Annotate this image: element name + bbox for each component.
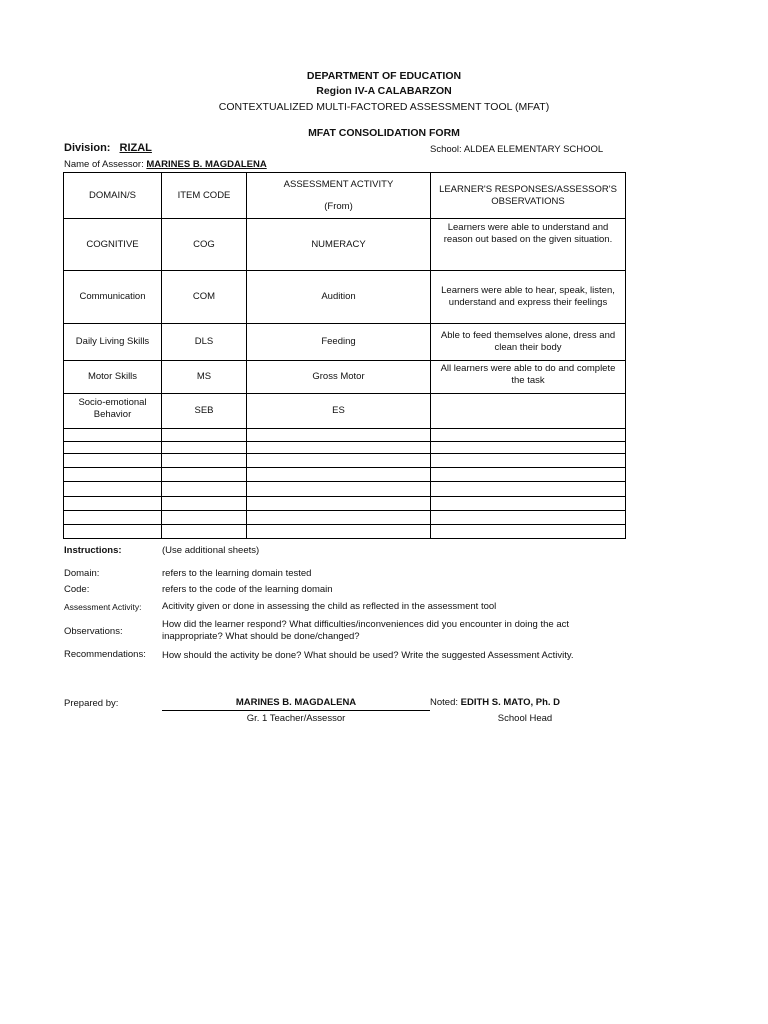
row-code: MS <box>162 361 247 394</box>
header-item-code: ITEM CODE <box>162 173 247 219</box>
assessor-label: Name of Assessor: <box>64 159 144 170</box>
row-activity: ES <box>247 394 431 429</box>
department-title: DEPARTMENT OF EDUCATION <box>306 70 462 82</box>
row-observation: Able to feed themselves alone, dress and clean their body <box>431 324 626 361</box>
table-row <box>64 324 626 361</box>
row-domain: Socio-emotional Behavior <box>64 394 162 429</box>
table-row <box>64 361 626 394</box>
instr-observations-text-2: inappropriate? What should be done/changed? <box>162 631 360 642</box>
form-title: MFAT CONSOLIDATION FORM <box>308 127 460 139</box>
assessor-value: MARINES B. MAGDALENA <box>146 159 267 170</box>
instr-observations-label: Observations: <box>64 626 123 637</box>
division-label: Division: <box>64 142 111 154</box>
division-value: RIZAL <box>119 142 152 154</box>
row-domain: Communication <box>64 271 162 324</box>
row-observation <box>431 394 626 429</box>
assessor-field <box>64 159 267 170</box>
row-code: SEB <box>162 394 247 429</box>
noted-role: School Head <box>497 713 553 724</box>
school-label: School: <box>430 144 462 155</box>
instructions-label: Instructions: <box>64 545 122 556</box>
row-domain: COGNITIVE <box>64 219 162 271</box>
instr-activity-text: Acitivity given or done in assessing the child as reflected in the assessment tool <box>162 601 497 612</box>
empty-row <box>64 454 626 468</box>
table-row <box>64 219 626 271</box>
noted-field <box>430 697 560 708</box>
row-domain: Daily Living Skills <box>64 324 162 361</box>
header-responses: LEARNER'S RESPONSES/ASSESSOR'S OBSERVATIONS <box>431 173 626 219</box>
instr-code-label: Code: <box>64 584 90 595</box>
instr-code-text: refers to the code of the learning domain <box>162 584 333 595</box>
consolidation-table <box>63 172 626 539</box>
row-activity: Gross Motor <box>247 361 431 394</box>
division-field <box>64 142 152 154</box>
instr-observations-text: How did the learner respond? What difficulties/inconveniences did you encounter in doing the act <box>162 619 569 630</box>
instr-recommendations-text: How should the activity be done? What should be used? Write the suggested Assessment Activity. <box>162 650 574 661</box>
noted-label: Noted: <box>430 697 458 708</box>
row-code: DLS <box>162 324 247 361</box>
row-code: COM <box>162 271 247 324</box>
row-code: COG <box>162 219 247 271</box>
row-domain: Motor Skills <box>64 361 162 394</box>
tool-title: CONTEXTUALIZED MULTI-FACTORED ASSESSMENT TOOL (MFAT) <box>218 101 550 113</box>
row-activity: Audition <box>247 271 431 324</box>
region-title: Region IV-A CALABARZON <box>316 85 452 97</box>
signature-line <box>162 710 430 711</box>
instr-domain-text: refers to the learning domain tested <box>162 568 312 579</box>
table-row <box>64 394 626 429</box>
header-domain: DOMAIN/S <box>64 173 162 219</box>
preparer-name: MARINES B. MAGDALENA <box>235 697 357 708</box>
empty-row <box>64 468 626 482</box>
preparer-role: Gr. 1 Teacher/Assessor <box>246 713 346 724</box>
row-activity: NUMERACY <box>247 219 431 271</box>
header-activity <box>247 173 431 219</box>
empty-row <box>64 511 626 525</box>
empty-row <box>64 482 626 497</box>
empty-row <box>64 525 626 539</box>
row-observation: Learners were able to hear, speak, listen, understand and express their feelings <box>431 271 626 324</box>
table-row <box>64 271 626 324</box>
school-value: ALDEA ELEMENTARY SCHOOL <box>463 144 604 155</box>
row-activity: Feeding <box>247 324 431 361</box>
instr-activity-label: Assessment Activity: <box>64 602 142 612</box>
instructions-note: (Use additional sheets) <box>162 545 260 556</box>
instr-domain-label: Domain: <box>64 568 100 579</box>
row-observation: All learners were able to do and complete the task <box>431 361 626 394</box>
empty-row <box>64 497 626 511</box>
prepared-label: Prepared by: <box>64 698 119 709</box>
header-activity-label: ASSESSMENT ACTIVITY <box>283 178 394 190</box>
table-header-row <box>64 173 626 219</box>
row-observation: Learners were able to understand and reason out based on the given situation. <box>431 219 626 271</box>
empty-row <box>64 429 626 442</box>
school-field <box>430 144 603 155</box>
empty-row <box>64 442 626 454</box>
noted-name: EDITH S. MATO, Ph. D <box>460 697 561 708</box>
header-activity-sub: (From) <box>324 200 353 212</box>
instr-recommendations-label: Recommendations: <box>64 649 146 660</box>
